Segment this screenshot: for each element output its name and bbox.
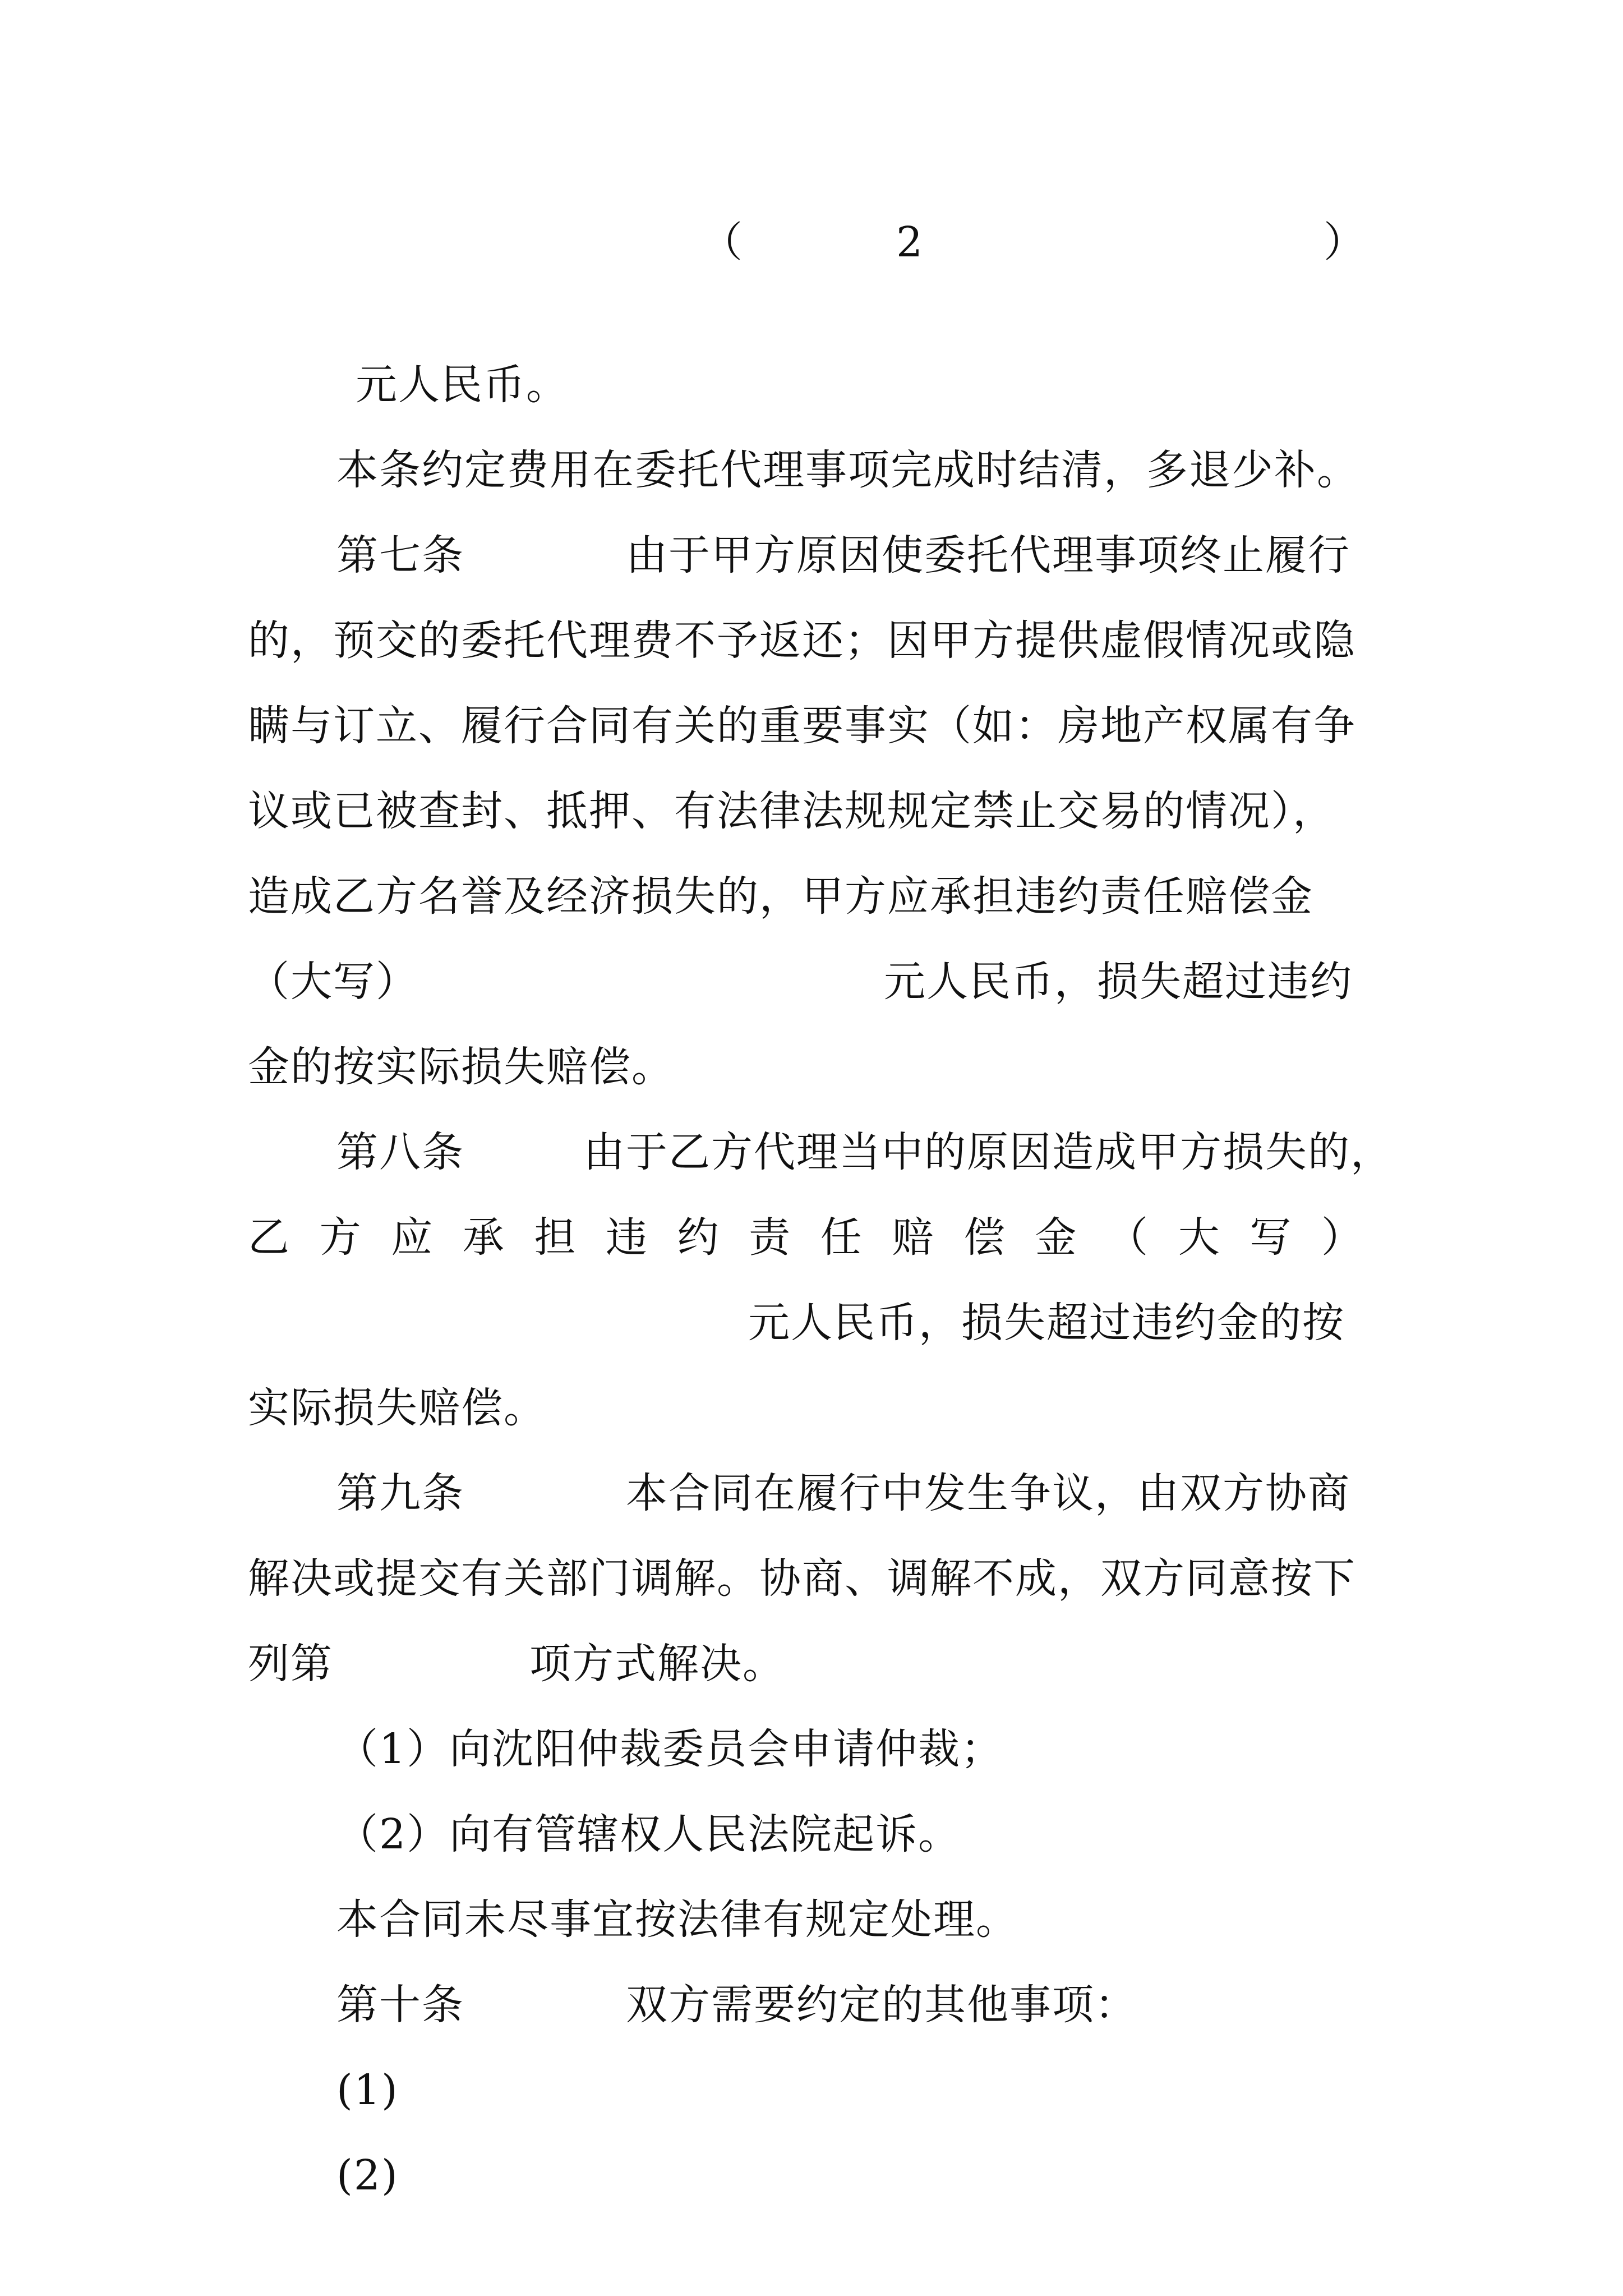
text-line-4: 的，预交的委托代理费不予返还；因甲方提供虚假情况或隐: [248, 616, 1356, 665]
article-9-text: 本合同在履行中发生争议，由双方协商: [626, 1469, 1350, 1517]
text-line-9: 金的按实际损失赔偿。: [248, 1043, 674, 1091]
article-10-label: 第十条: [336, 1981, 464, 2029]
justified-char: 责: [749, 1213, 792, 1262]
text-line-15: 解决或提交有关部门调解。协商、调解不成，双方同意按下: [248, 1554, 1356, 1603]
article-7-text: 由于甲方原因使委托代理事项终止履行: [626, 531, 1350, 579]
text-line-12: 元人民币，损失超过违约金的按: [748, 1299, 1345, 1347]
other-item-2: (2): [336, 2151, 399, 2200]
justified-char: 违: [605, 1213, 648, 1262]
text-line-16-right: 项方式解决。: [529, 1640, 785, 1688]
option-1: （1）向沈阳仲裁委员会申请仲裁；: [336, 1725, 1004, 1773]
justified-char: ）: [1321, 1213, 1364, 1262]
text-line-6: 议或已被查封、抵押、有法律法规规定禁止交易的情况），: [248, 787, 1335, 835]
text-line-1: 元人民币。: [356, 361, 569, 409]
article-7-label: 第七条: [336, 531, 464, 579]
article-8-text: 由于乙方代理当中的原因造成甲方损失的，: [583, 1128, 1393, 1176]
header-close-paren: ）: [1324, 218, 1365, 266]
article-8-label: 第八条: [336, 1128, 464, 1176]
article-10-text: 双方需要约定的其他事项：: [626, 1981, 1137, 2029]
justified-char: 约: [677, 1213, 720, 1262]
text-line-5: 瞒与订立、履行合同有关的重要事实（如：房地产权属有争: [248, 702, 1356, 750]
justified-char: 大: [1178, 1213, 1221, 1262]
header-page-number: 2: [896, 218, 923, 266]
justified-char: 偿: [963, 1213, 1006, 1262]
option-2: （2）向有管辖权人民法院起诉。: [336, 1810, 961, 1858]
justified-char: 金: [1035, 1213, 1078, 1262]
header-open-paren: （: [701, 218, 743, 266]
article-9-label: 第九条: [336, 1469, 464, 1517]
text-line-19: 本合同未尽事宜按法律有规定处理。: [336, 1895, 1018, 1944]
justified-char: 写: [1249, 1213, 1293, 1262]
amount-in-words-label: （大写）: [248, 958, 418, 1006]
justified-char: 乙: [248, 1213, 291, 1262]
justified-char: 承: [462, 1213, 505, 1262]
justified-char: 方: [319, 1213, 362, 1262]
text-line-11-justified: [248, 1209, 1364, 1266]
justified-char: 赔: [892, 1213, 935, 1262]
justified-char: 任: [820, 1213, 863, 1262]
text-line-8-right: 元人民币，损失超过违约: [884, 958, 1353, 1006]
justified-char: 应: [391, 1213, 434, 1262]
justified-char: 担: [534, 1213, 577, 1262]
justified-char: （: [1106, 1213, 1150, 1262]
text-line-13: 实际损失赔偿。: [248, 1384, 546, 1432]
other-item-1: (1): [336, 2066, 399, 2114]
text-line-7: 造成乙方名誉及经济损失的，甲方应承担违约责任赔偿金: [248, 872, 1313, 921]
text-line-16-left: 列第: [248, 1640, 333, 1688]
text-line-2: 本条约定费用在委托代理事项完成时结清，多退少补。: [336, 446, 1359, 494]
